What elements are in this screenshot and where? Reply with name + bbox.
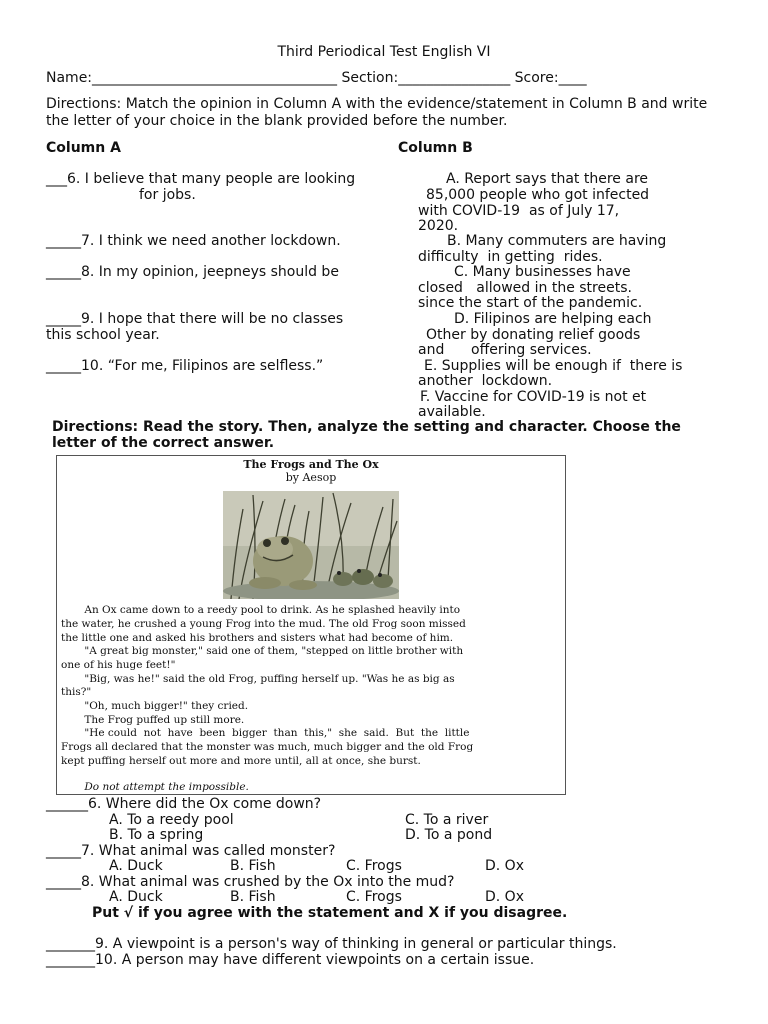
column-a-header: Column A bbox=[46, 140, 121, 156]
directions-part1-line1: Directions: Match the opinion in Column A with the evidence/statement in Column B and write bbox=[46, 96, 708, 112]
column-b-line: another lockdown. bbox=[418, 373, 553, 389]
question-6-option-b: B. To a spring bbox=[109, 827, 204, 843]
story-line: An Ox came down to a reedy pool to drink. As he splashed heavily into bbox=[61, 604, 461, 616]
question-6-option-a: A. To a reedy pool bbox=[109, 812, 234, 828]
question-8-option-a: A. Duck bbox=[109, 889, 163, 905]
directions-part1-line2: the letter of your choice in the blank provided before the number. bbox=[46, 113, 508, 129]
column-a-item-10: _____10. “For me, Filipinos are selfless.” bbox=[46, 358, 324, 374]
column-b-line: difficulty in getting rides. bbox=[418, 249, 603, 265]
column-b-line: B. Many commuters are having bbox=[447, 233, 667, 249]
column-b-line: A. Report says that there are bbox=[446, 171, 649, 187]
story-line: "A great big monster," said one of them, "stepped on little brother with bbox=[61, 645, 464, 657]
story-line: "Oh, much bigger!" they cried. bbox=[61, 700, 249, 712]
story-line: Frogs all declared that the monster was much, much bigger and the old Frog bbox=[61, 741, 474, 753]
story-line: this?" bbox=[61, 686, 92, 698]
question-7-option-d: D. Ox bbox=[485, 858, 524, 874]
column-b-line: 2020. bbox=[418, 218, 459, 234]
story-line: one of his huge feet!" bbox=[61, 659, 176, 671]
question-7-option-b: B. Fish bbox=[230, 858, 276, 874]
story-line: "Big, was he!" said the old Frog, puffing herself up. "Was he as big as bbox=[61, 673, 455, 685]
question-7-option-a: A. Duck bbox=[109, 858, 163, 874]
story-line: the water, he crushed a young Frog into the mud. The old Frog soon missed bbox=[61, 618, 466, 630]
question-7-option-c: C. Frogs bbox=[346, 858, 402, 874]
frog-illustration bbox=[223, 491, 399, 599]
column-b-line: and offering services. bbox=[418, 342, 592, 358]
column-a-item-9: _____9. I hope that there will be no classes bbox=[46, 311, 344, 327]
question-8-option-c: C. Frogs bbox=[346, 889, 402, 905]
column-b-line: with COVID-19 as of July 17, bbox=[418, 203, 620, 219]
story-line: the little one and asked his brothers and sisters what had become of him. bbox=[61, 632, 454, 644]
column-b-line: F. Vaccine for COVID-19 is not et bbox=[420, 389, 647, 405]
story-moral: Do not attempt the impossible. bbox=[61, 781, 249, 793]
column-a-item-7: _____7. I think we need another lockdown. bbox=[46, 233, 341, 249]
story-line: The Frog puffed up still more. bbox=[61, 714, 245, 726]
statement-9: _______9. A viewpoint is a person's way of thinking in general or particular things. bbox=[46, 936, 617, 952]
column-b-line: E. Supplies will be enough if there is bbox=[424, 358, 683, 374]
column-b-line: Other by donating relief goods bbox=[426, 327, 641, 343]
story-line: "He could not have been bigger than this," she said. But the little bbox=[61, 727, 470, 739]
column-b-line: C. Many businesses have bbox=[454, 264, 631, 280]
directions-part2-line1: Directions: Read the story. Then, analyze the setting and character. Choose the bbox=[52, 419, 681, 435]
story-title: The Frogs and The Ox bbox=[243, 458, 379, 471]
column-b-line: D. Filipinos are helping each bbox=[454, 311, 652, 327]
question-8-option-b: B. Fish bbox=[230, 889, 276, 905]
story-line: kept puffing herself out more and more until, all at once, she burst. bbox=[61, 755, 421, 767]
column-b-header: Column B bbox=[398, 140, 473, 156]
column-b-line: closed allowed in the streets. bbox=[418, 280, 632, 296]
column-a-item-6: ___6. I believe that many people are looking bbox=[46, 171, 356, 187]
name-section-score-line: Name:___________________________________ Section:________________ Score:____ bbox=[46, 70, 587, 86]
question-6-stem: ______6. Where did the Ox come down? bbox=[46, 796, 322, 812]
directions-part2-line2: letter of the correct answer. bbox=[52, 435, 275, 451]
question-6-option-d: D. To a pond bbox=[405, 827, 493, 843]
question-8-option-d: D. Ox bbox=[485, 889, 524, 905]
question-7-stem: _____7. What animal was called monster? bbox=[46, 843, 336, 859]
column-b-line: available. bbox=[418, 404, 486, 420]
page-title: Third Periodical Test English VI bbox=[277, 44, 491, 60]
column-a-item-9-cont: this school year. bbox=[46, 327, 160, 343]
story-box bbox=[56, 455, 566, 795]
column-b-line: 85,000 people who got infected bbox=[426, 187, 650, 203]
statement-10: _______10. A person may have different viewpoints on a certain issue. bbox=[46, 952, 535, 968]
column-a-item-8: _____8. In my opinion, jeepneys should be bbox=[46, 264, 339, 280]
question-8-stem: _____8. What animal was crushed by the Ox into the mud? bbox=[46, 874, 455, 890]
column-b-line: since the start of the pandemic. bbox=[418, 295, 643, 311]
column-a-item-6-cont: for jobs. bbox=[139, 187, 196, 203]
story-author: by Aesop bbox=[285, 471, 337, 484]
question-6-option-c: C. To a river bbox=[405, 812, 489, 828]
directions-part3: Put √ if you agree with the statement and X if you disagree. bbox=[92, 905, 568, 921]
